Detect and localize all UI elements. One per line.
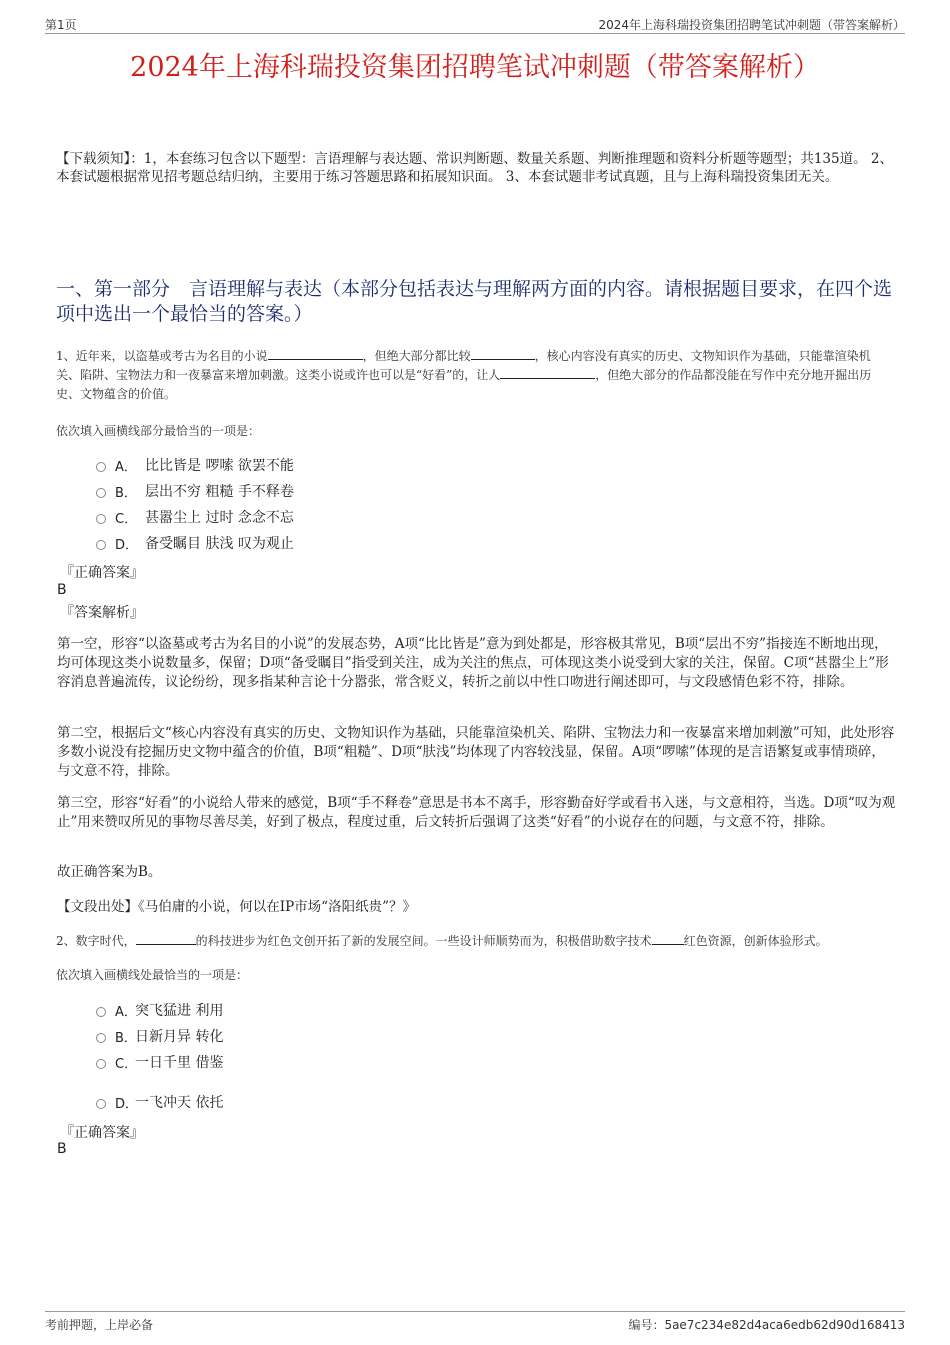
option-letter: A． bbox=[115, 459, 137, 475]
blank-1 bbox=[136, 932, 196, 945]
option-text: 日新月异 转化 bbox=[135, 1029, 224, 1045]
option-text: 一飞冲天 依托 bbox=[135, 1095, 224, 1111]
q1-option-c[interactable] bbox=[96, 506, 294, 528]
radio-icon[interactable] bbox=[96, 1059, 106, 1069]
page-number: 第1页 bbox=[45, 18, 77, 32]
option-text: 层出不穷 粗糙 手不释卷 bbox=[145, 484, 294, 500]
section-heading: 一、第一部分 言语理解与表达（本部分包括表达与理解两方面的内容。请根据题目要求，在四个选项中选出一个最恰当的答案。） bbox=[56, 278, 893, 325]
header-rule bbox=[45, 33, 905, 34]
blank-3 bbox=[500, 366, 595, 379]
q1-analysis-para-1: 第一空，形容“以盗墓或考古为名目的小说”的发展态势，A项“比比皆是”意为到处都是，形容极其常见，B项“层出不穷”指接连不断地出现，均可体现这类小说数量多，保留；D项“备受瞩目”指受到关注，成为关注的焦点，可体现这类小说受到大家的关注，保留。C项“甚嚣尘上”形容消息普遍流传，议论纷纷，现多指某种言论十分嚣张，常含贬义，转折之前以中性口吻进行阐述即可，与文段感情色彩不符，排除。 bbox=[57, 636, 889, 690]
q1-option-a[interactable] bbox=[96, 454, 294, 476]
blank-1 bbox=[268, 347, 363, 360]
download-notice: 【下载须知】：1，本套练习包含以下题型：言语理解与表达题、常识判断题、数量关系题、判断推理题和资料分析题等题型；共135道。 2、本套试题根据常见招考题总结归纳，主要用于练习答题思路和拓展知识面。 3、本套试题非考试真题，且与上海科瑞投资集团无关。 bbox=[56, 151, 893, 185]
q2-option-c[interactable] bbox=[96, 1051, 223, 1073]
radio-icon[interactable] bbox=[96, 1033, 106, 1043]
option-letter: C． bbox=[115, 511, 138, 527]
option-letter: B． bbox=[115, 1030, 137, 1046]
option-letter: A． bbox=[115, 1004, 137, 1020]
radio-icon[interactable] bbox=[96, 540, 106, 550]
radio-icon[interactable] bbox=[96, 488, 106, 498]
q1-text-part: 1、近年来，以盗墓或考古为名目的小说 bbox=[56, 349, 268, 363]
running-title: 2024年上海科瑞投资集团招聘笔试冲刺题（带答案解析） bbox=[598, 18, 905, 32]
q1-option-d[interactable] bbox=[96, 532, 294, 554]
q1-answer-label: 『正确答案』 bbox=[60, 565, 144, 581]
q2-text-part: 的科技进步为红色文创开拓了新的发展空间。一些设计师顺势而为，积极借助数字技术 bbox=[195, 934, 652, 948]
option-letter: D． bbox=[115, 537, 139, 553]
q2-text-part: 2、数字时代， bbox=[56, 934, 136, 948]
option-text: 突飞猛进 利用 bbox=[135, 1003, 224, 1019]
q1-analysis-para-2: 第二空，根据后文“核心内容没有真实的历史、文物知识作为基础，只能靠渲染机关、陷阱、宝物法力和一夜暴富来增加刺激”可知，此处形容多数小说没有挖掘历史文物中蕴含的价值，B项“粗糙”、D项“肤浅”均体现了内容较浅显，保留。A项“啰嗦”体现的是言语繁复或事情琐碎，与文意不符，排除。 bbox=[57, 725, 895, 779]
q1-conclusion: 故正确答案为B。 bbox=[57, 864, 162, 880]
blank-2 bbox=[652, 932, 684, 945]
option-text: 一日千里 借鉴 bbox=[135, 1055, 224, 1071]
option-letter: C． bbox=[115, 1056, 138, 1072]
radio-icon[interactable] bbox=[96, 462, 106, 472]
question-1-stem bbox=[56, 347, 891, 404]
q2-option-d[interactable] bbox=[96, 1091, 223, 1113]
question-2-prompt: 依次填入画横线处最恰当的一项是： bbox=[56, 968, 249, 982]
q2-text-part: 红色资源，创新体验形式。 bbox=[683, 934, 828, 948]
option-letter: B． bbox=[115, 485, 137, 501]
option-text: 甚嚣尘上 过时 念念不忘 bbox=[145, 510, 294, 526]
q1-text-part: ，但绝大部分都比较 bbox=[362, 349, 471, 363]
q1-text-part: ，核心内容没有真实的历史、文物知识作为基础，只能靠渲染机关、陷阱、宝物法力和一夜暴富来增加刺激。这类小说或许也可以是“好看”的，让人 bbox=[56, 349, 871, 382]
q1-analysis-para-3: 第三空，形容“好看”的小说给人带来的感觉，B项“手不释卷”意思是书本不离手，形容勤奋好学或看书入迷，与文意相符，当选。D项“叹为观止”用来赞叹所见的事物尽善尽美，好到了极点，程度过重，后文转折后强调了这类“好看”的小说存在的问题，与文意不符，排除。 bbox=[57, 795, 896, 830]
radio-icon[interactable] bbox=[96, 1007, 106, 1017]
q2-option-b[interactable] bbox=[96, 1025, 223, 1047]
q1-source: 【文段出处】《马伯庸的小说，何以在IP市场“洛阳纸贵”？》 bbox=[57, 899, 416, 915]
footer-slogan: 考前押题，上岸必备 bbox=[45, 1318, 154, 1332]
question-1-prompt: 依次填入画横线部分最恰当的一项是： bbox=[56, 424, 261, 438]
option-text: 比比皆是 啰嗦 欲罢不能 bbox=[145, 458, 294, 474]
footer-serial: 编号：5ae7c234e82d4aca6edb62d90d168413 bbox=[628, 1318, 905, 1332]
option-letter: D． bbox=[115, 1096, 139, 1112]
q2-option-a[interactable] bbox=[96, 999, 223, 1021]
footer-rule bbox=[45, 1311, 905, 1312]
option-text: 备受瞩目 肤浅 叹为观止 bbox=[145, 536, 294, 552]
q1-analysis-label: 『答案解析』 bbox=[60, 605, 144, 621]
blank-2 bbox=[471, 347, 535, 360]
question-2-stem bbox=[56, 932, 906, 951]
q2-answer-label: 『正确答案』 bbox=[60, 1125, 144, 1141]
radio-icon[interactable] bbox=[96, 514, 106, 524]
q2-answer: B bbox=[57, 1141, 67, 1157]
document-title: 2024年上海科瑞投资集团招聘笔试冲刺题（带答案解析） bbox=[130, 52, 820, 83]
q1-text-part: ，但绝大部分的作品都没能在写作中充分地开掘出历史、文物蕴含的价值。 bbox=[56, 368, 872, 401]
q1-answer: B bbox=[57, 582, 67, 598]
radio-icon[interactable] bbox=[96, 1099, 106, 1109]
q1-option-b[interactable] bbox=[96, 480, 294, 502]
